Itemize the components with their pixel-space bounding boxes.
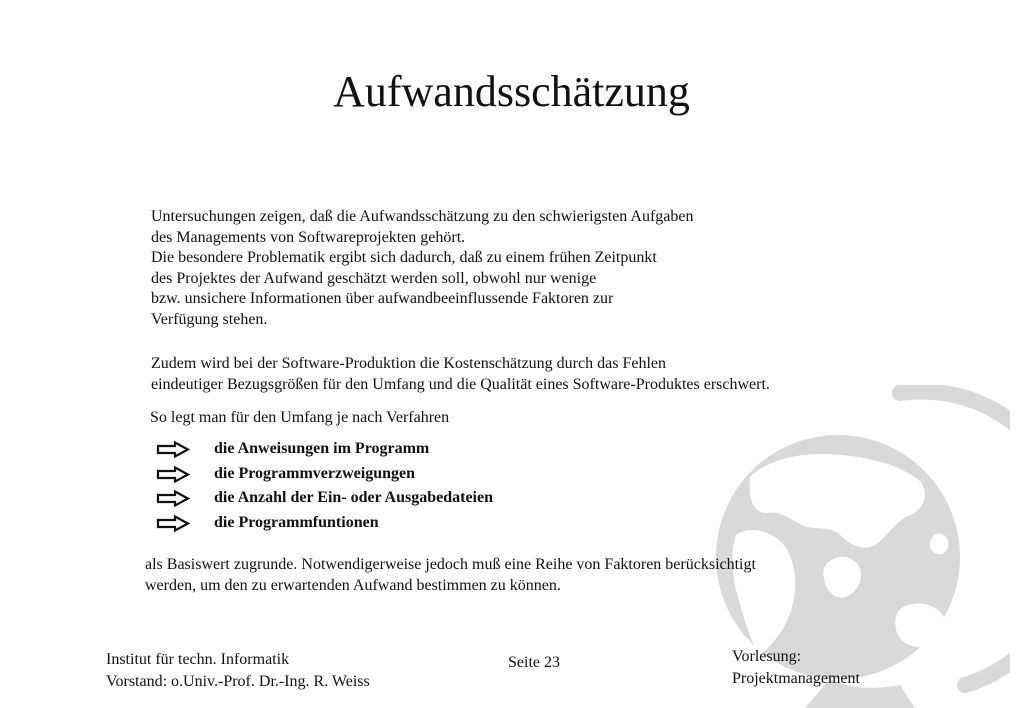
text-line: werden, um den zu erwartenden Aufwand bestimmen zu können. — [145, 576, 561, 594]
second-paragraph — [151, 354, 891, 395]
text-line: des Projektes der Aufwand geschätzt werden soll, obwohl nur wenige — [151, 269, 597, 287]
footer-institute — [106, 649, 370, 693]
text-line: bzw. unsichere Informationen über aufwandbeeinflussende Faktoren zur — [151, 290, 614, 307]
arrow-right-outline-icon — [156, 466, 190, 483]
text-line: des Managements von Softwareprojekten gehört. — [151, 228, 466, 246]
footer-line: Vorlesung: — [732, 648, 802, 665]
bullet-text: die Programmfuntionen — [214, 513, 379, 531]
page-title: Aufwandsschätzung — [333, 67, 690, 116]
footer-line: Institut für techn. Informatik — [106, 651, 290, 668]
text-line: Zudem wird bei der Software-Produktion die Kostenschätzung durch das Fehlen — [151, 355, 666, 372]
list-item — [156, 487, 576, 512]
bullet-list — [156, 438, 576, 536]
bullet-intro: So legt man für den Umfang je nach Verfahren — [150, 409, 450, 426]
list-item — [156, 463, 576, 488]
list-item — [156, 438, 576, 463]
text-line: Die besondere Problematik ergibt sich dadurch, daß zu einem frühen Zeitpunkt — [151, 249, 657, 266]
text-line: Untersuchungen zeigen, daß die Aufwandsschätzung zu den schwierigsten Aufgaben — [151, 208, 694, 225]
list-item — [156, 512, 576, 537]
text-line: Verfügung stehen. — [151, 310, 268, 328]
text-line: eindeutiger Bezugsgrößen für den Umfang und die Qualität eines Software-Produktes erschwert. — [151, 375, 770, 393]
bullet-text: die Anzahl der Ein- oder Ausgabedateien — [214, 489, 493, 507]
intro-paragraph — [151, 207, 831, 330]
arrow-right-outline-icon — [156, 490, 190, 507]
closing-paragraph — [145, 555, 865, 596]
arrow-right-outline-icon — [156, 515, 190, 532]
arrow-right-outline-icon — [156, 441, 190, 458]
bullet-text: die Programmverzweigungen — [214, 464, 415, 482]
footer-course — [732, 646, 860, 690]
page-number: Seite 23 — [508, 654, 560, 671]
footer-line: Vorstand: o.Univ.-Prof. Dr.-Ing. R. Weiss — [106, 673, 370, 690]
text-line: als Basiswert zugrunde. Notwendigerweise jedoch muß eine Reihe von Faktoren berücksichtigt — [145, 556, 756, 573]
bullet-text: die Anweisungen im Programm — [214, 440, 430, 457]
footer-line: Projektmanagement — [732, 670, 860, 687]
